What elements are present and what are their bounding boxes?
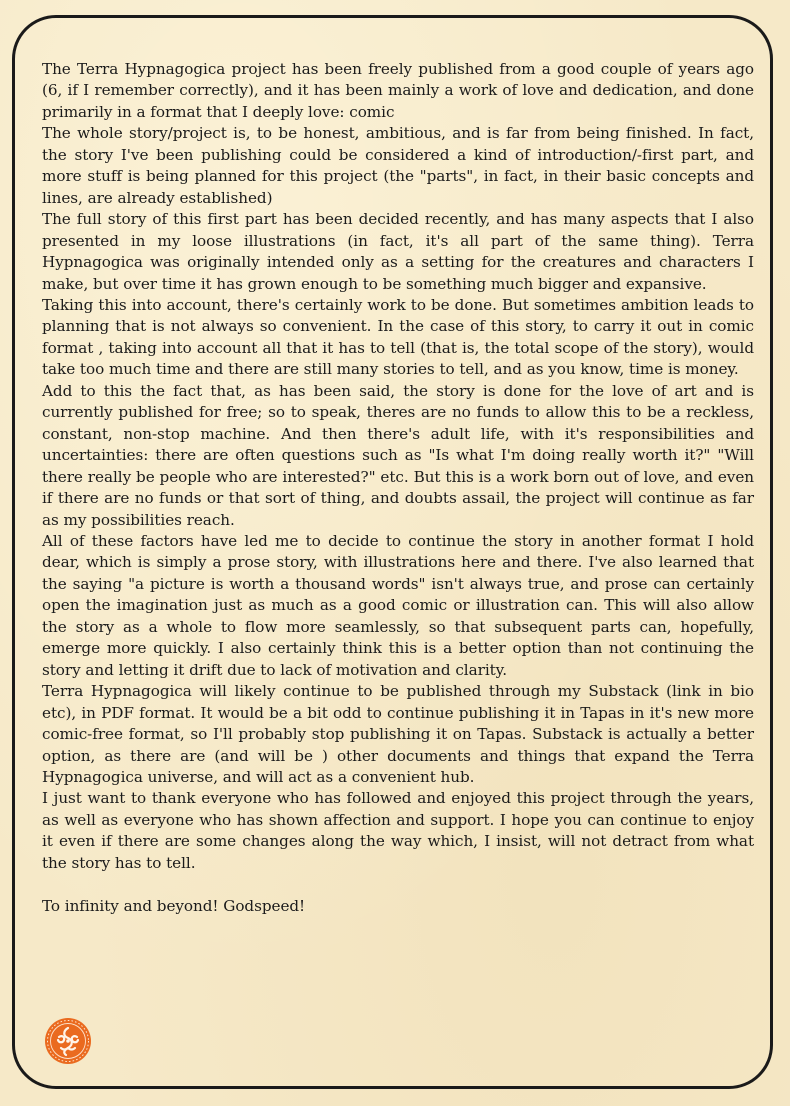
paragraph-6: All of these factors have led me to decide to continue the story in another format I hold dear, which is simply a prose story, with illustrations here and there. I've also learned that the saying "a picture is worth a thousand words" isn't always true, and prose can certainly open the imagination just as much as a good comic or illustration can. This will also allow the story as a whole to flow more seamlessly, so that subsequent parts can, hopefully, emerge more quickly. I also certainly think this is a better option than not continuing the story and letting it drift due to lack of motivation and clarity. — [42, 531, 754, 679]
paragraph-3: The full story of this first part has been decided recently, and has many aspects that I also presented in my loose illustrations (in fact, it's all part of the same thing). Terra Hypnagogica was originally intended only as a setting for the creatures and characters I make, but over time it has grown enough to be something much bigger and expansive. — [42, 210, 754, 293]
paragraph-7: Terra Hypnagogica will likely continue to be published through my Substack (link in bio etc), in PDF format. It would be a bit odd to continue publishing it in Tapas in it's new more comic-free format, so I'll probably stop publishing it on Tapas. Substack is actually a better option, as there are (and will be ) other documents and things that expand the Terra Hypnagogica universe, and will act as a convenient hub. — [42, 682, 754, 786]
paragraph-8: I just want to thank everyone who has followed and enjoyed this project through the years, as well as everyone who has shown affection and support. I hope you can continue to enjoy it even if there are some changes along the way which, I insist, will not detract from what the story has to tell. — [42, 789, 754, 872]
letter-body — [42, 59, 754, 917]
blank-line — [42, 874, 754, 895]
paragraph-4: Taking this into account, there's certainly work to be done. But sometimes ambition leads to planning that is not always so convenient. In the case of this story, to carry it out in comic format , taking into account all that it has to tell (that is, the total scope of the story), would take too much time and there are still many stories to tell, and as you know, time is money. — [42, 295, 754, 379]
orange-emblem-icon — [44, 1017, 92, 1065]
paragraph-1: The Terra Hypnagogica project has been freely published from a good couple of years ago (6, if I remember correctly), and it has been mainly a work of love and dedication, and done primarily in a format that I deeply love: comic — [42, 60, 754, 121]
closing-line: To infinity and beyond! Godspeed! — [42, 896, 306, 915]
paragraph-2: The whole story/project is, to be honest, ambitious, and is far from being finished. In fact, the story I've been publishing could be considered a kind of introduction/-first part, and more stuff is being planned for this project (the "parts", in fact, in their basic concepts and lines, are already established) — [42, 124, 754, 207]
paragraph-5: Add to this the fact that, as has been said, the story is done for the love of art and is currently published for free; so to speak, theres are no funds to allow this to be a reckless, constant, non-stop machine. And then there's adult life, with it's responsibilities and uncertainties: there are often questions such as "Is what I'm doing really worth it?" "Will there really be people who are interested?" etc. But this is a work born out of love, and even if there are no funds or that sort of thing, and doubts assail, the project will continue as far as my possibilities reach. — [42, 381, 754, 529]
